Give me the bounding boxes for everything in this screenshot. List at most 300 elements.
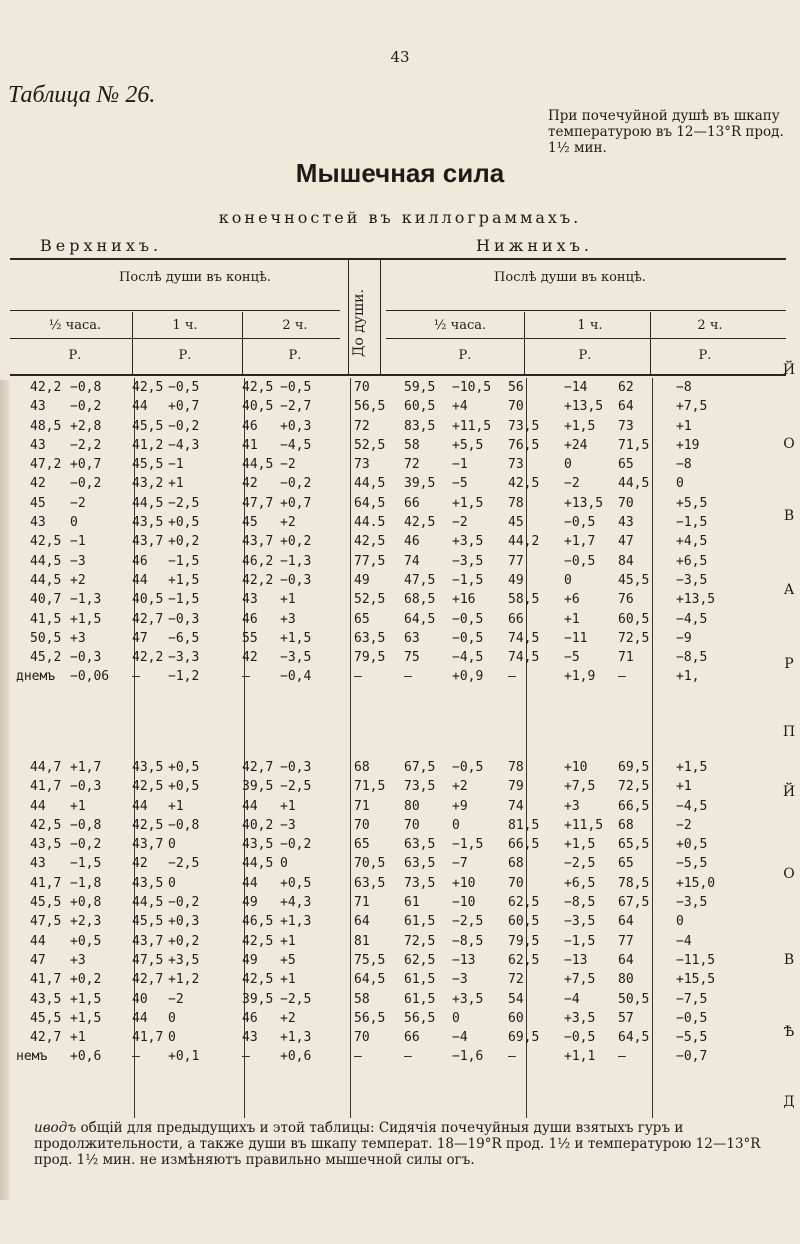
period-half-hour-upper: ½ часа.	[48, 318, 102, 333]
table-cell: 78	[508, 760, 524, 775]
table-cell: −5	[452, 476, 468, 492]
table-row	[12, 650, 772, 669]
summary-cell: −0,06	[70, 669, 110, 685]
table-cell: 80	[404, 798, 420, 814]
table-cell: −1,5	[564, 933, 596, 949]
table-cell: 44,5	[132, 895, 164, 911]
table-cell: 62,5	[508, 952, 540, 968]
r-label: Р.	[578, 348, 592, 363]
table-row	[12, 779, 772, 798]
table-cell: 41,7	[30, 972, 62, 988]
side-label: А	[783, 582, 795, 598]
table-cell: +0,3	[280, 418, 312, 434]
table-cell: +9	[452, 798, 468, 814]
table-cell: 39,5	[242, 991, 274, 1007]
table-cell: −1,5	[452, 837, 484, 853]
table-cell: +3	[70, 630, 86, 646]
table-cell: +1	[168, 476, 184, 492]
table-cell: 42,5	[132, 380, 164, 395]
table-cell: +1	[280, 933, 296, 949]
table-cell: 42,2	[242, 572, 274, 588]
header-before: До души.	[351, 289, 367, 357]
table-cell: 42,2	[132, 650, 164, 666]
summary-cell: —	[132, 669, 140, 685]
table-cell: −0,2	[168, 418, 200, 434]
header-after-left: Послѣ души въ концѣ.	[119, 270, 271, 285]
table-cell: 47	[30, 952, 46, 968]
table-cell: −8,5	[564, 895, 596, 911]
table-cell: −0,5	[452, 760, 484, 775]
table-cell: +1,5	[70, 611, 102, 627]
table-cell: 44	[132, 798, 148, 814]
table-cell: 40,5	[132, 592, 164, 608]
table-cell: 43	[30, 399, 46, 415]
side-label: Д	[783, 1094, 795, 1110]
table-cell: 44	[30, 933, 46, 949]
table-cell: 79,5	[354, 650, 386, 666]
table-cell: 43	[30, 856, 46, 872]
table-cell: 40,5	[242, 399, 274, 415]
summary-cell: —	[242, 669, 250, 685]
table-cell: 0	[564, 572, 572, 588]
table-cell: −1,3	[280, 553, 312, 569]
table-cell: 54	[508, 991, 524, 1007]
table-cell: −3,3	[168, 650, 200, 666]
table-cell: +3	[280, 611, 296, 627]
table-header	[10, 258, 786, 376]
table-cell: 56,5	[404, 1010, 436, 1026]
summary-cell: —	[354, 669, 362, 685]
table-cell: −4	[564, 991, 580, 1007]
table-cell: 62,5	[404, 952, 436, 968]
table-cell: +19	[676, 437, 700, 453]
table-cell: −0,5	[564, 553, 596, 569]
table-cell: 64	[618, 914, 634, 930]
page-number: 43	[390, 48, 410, 66]
table-cell: 43,7	[242, 534, 274, 550]
table-cell: −11,5	[676, 952, 716, 968]
table-cell: 41,7	[30, 875, 62, 891]
table-cell: 75	[404, 650, 420, 666]
table-cell: +5,5	[676, 495, 708, 511]
table-row	[12, 476, 772, 495]
table-cell: 43,7	[132, 534, 164, 550]
table-cell: −2,5	[168, 495, 200, 511]
table-cell: 42,5	[354, 534, 386, 550]
table-cell: +1	[70, 798, 86, 814]
table-cell: 46,2	[242, 553, 274, 569]
summary-cell: −0,4	[280, 669, 312, 685]
table-cell: +0,5	[168, 779, 200, 795]
table-cell: +1	[280, 592, 296, 608]
period-1h-upper: 1 ч.	[172, 318, 198, 333]
table-cell: +2	[280, 1010, 296, 1026]
table-row	[12, 837, 772, 856]
table-cell: 45,5	[618, 572, 650, 588]
table-cell: 64,5	[618, 1030, 650, 1046]
summary-cell: —	[354, 1049, 362, 1065]
table-cell: −5	[564, 650, 580, 666]
table-number: Таблица № 26.	[8, 82, 156, 108]
table-cell: +15,5	[676, 972, 716, 988]
table-cell: −1	[70, 534, 86, 550]
table-cell: +0,5	[168, 760, 200, 775]
table-row	[12, 554, 772, 573]
table-cell: 42	[242, 476, 258, 492]
table-cell: −7,5	[676, 991, 708, 1007]
table-cell: 71,5	[618, 437, 650, 453]
table-row	[12, 419, 772, 438]
table-cell: 46	[242, 418, 258, 434]
table-cell: 67,5	[618, 895, 650, 911]
table-cell: 66,5	[618, 798, 650, 814]
table-cell: 74	[404, 553, 420, 569]
table-cell: +5	[280, 952, 296, 968]
table-cell: 63,5	[404, 856, 436, 872]
table-cell: 47,5	[132, 952, 164, 968]
table-cell: +1,2	[168, 972, 200, 988]
table-cell: +6,5	[564, 875, 596, 891]
table-cell: 52,5	[354, 592, 386, 608]
table-cell: 46	[242, 1010, 258, 1026]
table-cell: 39,5	[404, 476, 436, 492]
table-cell: 74,5	[508, 650, 540, 666]
table-cell: 71	[354, 895, 370, 911]
table-cell: −1,5	[70, 856, 102, 872]
table-cell: 44,5	[30, 553, 62, 569]
table-row	[12, 895, 772, 914]
table-row	[12, 953, 772, 972]
summary-cell: —	[242, 1049, 250, 1065]
table-cell: 65	[618, 856, 634, 872]
table-row	[12, 438, 772, 457]
table-cell: 43,5	[132, 875, 164, 891]
summary-cell: —	[132, 1049, 140, 1065]
table-cell: 64,5	[354, 972, 386, 988]
table-cell: 63,5	[404, 837, 436, 853]
table-cell: +2,8	[70, 418, 102, 434]
side-label: П	[782, 724, 796, 740]
table-cell: 65,5	[618, 837, 650, 853]
table-cell: 44	[242, 875, 258, 891]
table-cell: 40,2	[242, 817, 274, 833]
table-cell: 64	[618, 952, 634, 968]
table-cell: 63	[404, 630, 420, 646]
table-cell: 0	[168, 837, 176, 853]
table-cell: 60,5	[618, 611, 650, 627]
table-cell: 52,5	[354, 437, 386, 453]
period-2h-lower: 2 ч.	[697, 318, 723, 333]
table-cell: 71	[354, 798, 370, 814]
table-cell: −2	[564, 476, 580, 492]
table-cell: −10,5	[452, 380, 492, 395]
table-cell: 40	[132, 991, 148, 1007]
table-cell: 0	[452, 1010, 460, 1026]
table-cell: 44,5	[354, 476, 386, 492]
table-row	[12, 799, 772, 818]
r-label: Р.	[68, 348, 82, 363]
table-cell: 47,5	[404, 572, 436, 588]
table-cell: 42,5	[404, 515, 436, 531]
table-cell: 77	[508, 553, 524, 569]
side-label: О	[783, 436, 795, 452]
summary-cell: −1,2	[168, 669, 200, 685]
table-cell: 47,2	[30, 457, 62, 473]
summary-cell: +1,1	[564, 1049, 596, 1065]
summary-cell: −0,7	[676, 1049, 708, 1065]
table-cell: 70	[508, 399, 524, 415]
table-cell: 61	[404, 895, 420, 911]
table-cell: 73	[618, 418, 634, 434]
table-cell: 68	[618, 817, 634, 833]
table-cell: +1,5	[564, 837, 596, 853]
table-cell: 44	[132, 572, 148, 588]
footnote	[34, 1120, 786, 1168]
table-cell: 60,5	[404, 399, 436, 415]
table-cell: 49	[508, 572, 524, 588]
table-cell: 43,5	[132, 515, 164, 531]
table-cell: +10	[452, 875, 476, 891]
table-cell: −2,5	[452, 914, 484, 930]
table-cell: +3,5	[452, 534, 484, 550]
table-cell: 70,5	[354, 856, 386, 872]
table-row	[12, 457, 772, 476]
table-cell: −4	[676, 933, 692, 949]
table-cell: −8,5	[676, 650, 708, 666]
table-cell: −2	[676, 817, 692, 833]
period-1h-lower: 1 ч.	[577, 318, 603, 333]
table-cell: +13,5	[564, 495, 604, 511]
table-cell: 43,7	[132, 933, 164, 949]
table-row	[12, 992, 772, 1011]
table-cell: +3	[70, 952, 86, 968]
table-cell: −0,5	[280, 380, 312, 395]
summary-row	[12, 669, 772, 688]
table-row	[12, 592, 772, 611]
table-cell: 72	[508, 972, 524, 988]
table-cell: −11	[564, 630, 588, 646]
table-cell: 69,5	[508, 1030, 540, 1046]
r-label: Р.	[288, 348, 302, 363]
table-cell: +3,5	[168, 952, 200, 968]
table-cell: −0,2	[168, 895, 200, 911]
table-row	[12, 972, 772, 991]
table-cell: 44,5	[30, 572, 62, 588]
summary-cell: —	[508, 669, 516, 685]
table-cell: −0,8	[168, 817, 200, 833]
table-row	[12, 631, 772, 650]
table-cell: +0,2	[168, 534, 200, 550]
table-cell: +1	[70, 1030, 86, 1046]
table-cell: +2	[452, 779, 468, 795]
table-cell: −2	[280, 457, 296, 473]
footnote-text: общій для предыдущихъ и этой таблицы: Сидячія почечуйныя души взятыхъ гуръ и продолжительности, а также души въ шкапу температ. 18—19°R прод. 1½ и температурою 12—13°R прод. 1½ мин. не измѣняютъ правильно мышечной силы огъ.	[34, 1120, 761, 1168]
table-cell: +3,5	[452, 991, 484, 1007]
table-cell: 58	[354, 991, 370, 1007]
table-cell: −5,5	[676, 1030, 708, 1046]
table-cell: 44,5	[618, 476, 650, 492]
table-cell: 44,2	[508, 534, 540, 550]
table-cell: 42,5	[132, 817, 164, 833]
table-cell: +1,7	[70, 760, 102, 775]
table-cell: −0,3	[280, 572, 312, 588]
table-cell: +1,7	[564, 534, 596, 550]
table-cell: 44,5	[242, 856, 274, 872]
r-label: Р.	[458, 348, 472, 363]
table-cell: −2,7	[280, 399, 312, 415]
table-cell: −3,5	[676, 895, 708, 911]
table-cell: 44	[242, 798, 258, 814]
table-cell: 49	[242, 895, 258, 911]
table-cell: 45,5	[132, 914, 164, 930]
table-cell: +11,5	[452, 418, 492, 434]
table-cell: −2,5	[280, 991, 312, 1007]
table-cell: 76,5	[508, 437, 540, 453]
table-cell: +3,5	[564, 1010, 596, 1026]
table-cell: 81,5	[508, 817, 540, 833]
table-cell: −2,5	[280, 779, 312, 795]
table-cell: −0,3	[70, 779, 102, 795]
table-cell: 48,5	[30, 418, 62, 434]
summary-cell: немъ	[16, 1049, 48, 1065]
table-cell: +2	[70, 572, 86, 588]
summary-cell: +1,	[676, 669, 700, 685]
table-cell: −1,5	[168, 553, 200, 569]
table-cell: −0,2	[70, 476, 102, 492]
table-cell: 0	[168, 1010, 176, 1026]
summary-cell: +0,1	[168, 1049, 200, 1065]
table-row	[12, 1011, 772, 1030]
table-row	[12, 1030, 772, 1049]
table-cell: 47,5	[30, 914, 62, 930]
table-cell: −3,5	[280, 650, 312, 666]
table-cell: −4,5	[676, 798, 708, 814]
table-cell: 45	[242, 515, 258, 531]
table-cell: +1	[280, 972, 296, 988]
table-cell: 70	[354, 380, 370, 395]
table-cell: −1,5	[676, 515, 708, 531]
section-lower-label: Нижнихъ.	[476, 236, 593, 255]
table-cell: 70	[404, 817, 420, 833]
table-cell: −7	[452, 856, 468, 872]
table-cell: 47,7	[242, 495, 274, 511]
table-cell: 55	[242, 630, 258, 646]
summary-cell: —	[618, 669, 626, 685]
table-cell: +1,5	[452, 495, 484, 511]
table-cell: 66,5	[508, 837, 540, 853]
header-after-right: Послѣ души въ концѣ.	[494, 270, 646, 285]
table-cell: 70	[354, 1030, 370, 1046]
table-cell: 61,5	[404, 991, 436, 1007]
table-cell: −1,5	[452, 572, 484, 588]
table-cell: +1,5	[564, 418, 596, 434]
table-cell: 43	[242, 1030, 258, 1046]
table-cell: 0	[70, 515, 78, 531]
table-cell: 45,5	[30, 1010, 62, 1026]
table-cell: 73	[354, 457, 370, 473]
table-cell: +4,5	[676, 534, 708, 550]
table-cell: 0	[280, 856, 288, 872]
table-cell: +0,5	[70, 933, 102, 949]
footnote-lead: иводъ	[34, 1120, 77, 1136]
table-cell: +11,5	[564, 817, 604, 833]
table-cell: 46	[242, 611, 258, 627]
table-cell: 43,5	[30, 837, 62, 853]
table-cell: −4,5	[280, 437, 312, 453]
table-cell: 0	[452, 817, 460, 833]
summary-cell: +0,6	[280, 1049, 312, 1065]
table-cell: 0	[676, 476, 684, 492]
table-cell: −14	[564, 380, 588, 395]
table-cell: 56	[508, 380, 524, 395]
table-cell: 41,5	[30, 611, 62, 627]
table-cell: 73	[508, 457, 524, 473]
table-cell: −13	[564, 952, 588, 968]
table-cell: −1,5	[168, 592, 200, 608]
table-cell: 57	[618, 1010, 634, 1026]
table-cell: 39,5	[242, 779, 274, 795]
side-label: О	[783, 866, 795, 882]
table-cell: 42,5	[242, 933, 274, 949]
table-cell: −6,5	[168, 630, 200, 646]
table-cell: 49	[242, 952, 258, 968]
table-cell: 72,5	[618, 630, 650, 646]
table-cell: 75,5	[354, 952, 386, 968]
table-cell: 84	[618, 553, 634, 569]
side-label: В	[783, 952, 795, 968]
table-cell: 42,5	[508, 476, 540, 492]
table-cell: 79	[508, 779, 524, 795]
table-cell: +15,0	[676, 875, 716, 891]
table-cell: 71,5	[354, 779, 386, 795]
table-cell: −4,5	[452, 650, 484, 666]
table-cell: 44,7	[30, 760, 62, 775]
table-cell: −0,2	[280, 837, 312, 853]
table-cell: 83,5	[404, 418, 436, 434]
table-cell: 0	[168, 1030, 176, 1046]
table-row	[12, 496, 772, 515]
table-cell: 43	[30, 515, 46, 531]
table-cell: +6	[564, 592, 580, 608]
table-cell: +2,3	[70, 914, 102, 930]
table-cell: 42,5	[30, 534, 62, 550]
table-cell: 56,5	[354, 1010, 386, 1026]
table-cell: 61,5	[404, 914, 436, 930]
data-block-2	[12, 760, 772, 1069]
table-cell: +7,5	[676, 399, 708, 415]
table-cell: 42,2	[30, 380, 62, 395]
table-cell: 77,5	[354, 553, 386, 569]
table-cell: −0,8	[70, 817, 102, 833]
table-cell: 76	[618, 592, 634, 608]
table-cell: 71	[618, 650, 634, 666]
table-cell: 49	[354, 572, 370, 588]
table-cell: −0,3	[70, 650, 102, 666]
table-cell: −9	[676, 630, 692, 646]
table-cell: 44,5	[242, 457, 274, 473]
table-cell: +6,5	[676, 553, 708, 569]
table-cell: −2	[168, 991, 184, 1007]
table-cell: −2	[452, 515, 468, 531]
table-cell: 50,5	[30, 630, 62, 646]
table-cell: −1,3	[70, 592, 102, 608]
table-cell: +0,5	[676, 837, 708, 853]
table-cell: −0,2	[70, 837, 102, 853]
table-row	[12, 876, 772, 895]
table-cell: 74,5	[508, 630, 540, 646]
table-cell: 64	[618, 399, 634, 415]
table-cell: 45	[508, 515, 524, 531]
